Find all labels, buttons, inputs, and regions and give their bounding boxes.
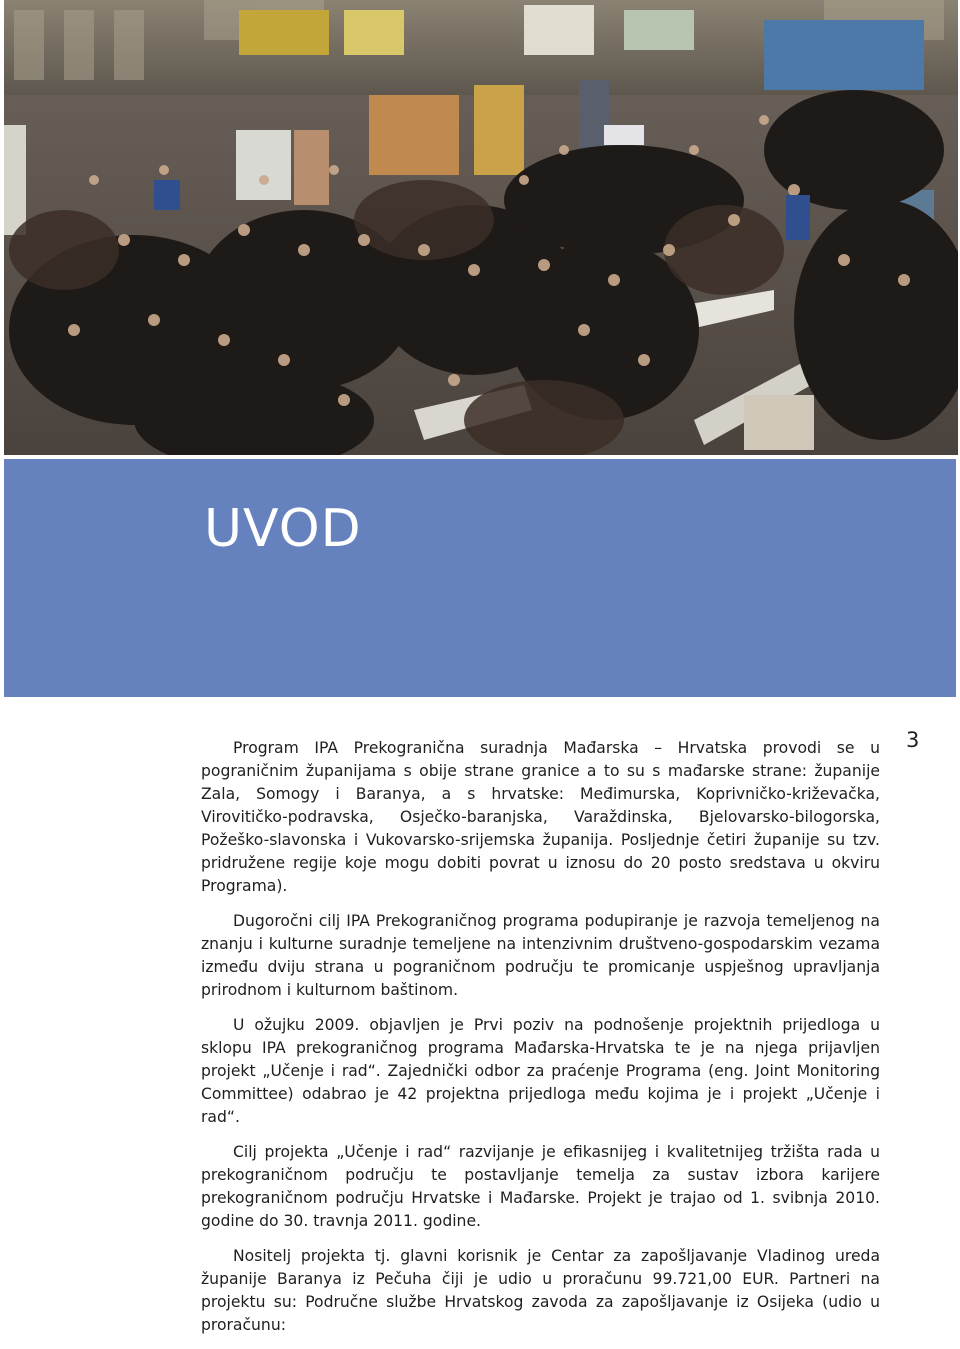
exhibition-crowd-photo	[4, 0, 958, 455]
paragraph-project-goal: Cilj projekta „Učenje i rad“ razvijanje je efikasnijeg i kvalitetnijeg tržišta rada u prekograničnom području te postavljanje temelja za sustav izbora karijere prekograničnom području Hrvatske i Mađarske. Projekt je trajao od 1. svibnja 2010. godine do 30. travnja 2011. godine.	[201, 1143, 880, 1230]
section-title: UVOD	[204, 499, 362, 559]
page-number: 3	[906, 728, 920, 752]
photo-illustration	[4, 0, 958, 455]
paragraph-program-intro: Program IPA Prekogranična suradnja Mađarska – Hrvatska provodi se u pograničnim županijama s obije strane granice a to su s mađarske strane: županije Zala, Somogy i Baranya, a s hrvatske: Međimurska, Koprivničko-križevačka, Virovitičko-podravska, Osječko-baranjska, Varaždinska, Bjelovarsko-bilogorska, Požeško-slavonska i Vukovarsko-srijemska županija. Posljednje četiri županije su tzv. pridružene regije koje mogu dobiti povrat u iznosu do 20 posto sredstava u okviru Programa).	[201, 739, 880, 895]
body-text	[201, 737, 880, 1349]
paragraph-long-term-goal: Dugoročni cilj IPA Prekograničnog programa podupiranje je razvoja temeljenog na znanju i kulturne suradnje temeljene na intenzivnim društveno-gospodarskim vezama između dviju strana u pograničnom području te promicanje uspješnog upravljanja prirodnom i kulturnom baštinom.	[201, 912, 880, 999]
section-banner	[4, 459, 956, 697]
paragraph-project-holder: Nositelj projekta tj. glavni korisnik je Centar za zapošljavanje Vladinog ureda županije Baranya iz Pečuha čiji je udio u proračunu 99.721,00 EUR. Partneri na projektu su: Područne službe Hrvatskog zavoda za zapošljavanje iz Osijeka (udio u proračunu:	[201, 1247, 880, 1334]
paragraph-first-call: U ožujku 2009. objavljen je Prvi poziv na podnošenje projektnih prijedloga u sklopu IPA prekograničnog programa Mađarska-Hrvatska te je na njega prijavljen projekt „Učenje i rad“. Zajednički odbor za praćenje Programa (eng. Joint Monitoring Committee) odabrao je 42 projektna prijedloga među kojima je i projekt „Učenje i rad“.	[201, 1016, 880, 1126]
